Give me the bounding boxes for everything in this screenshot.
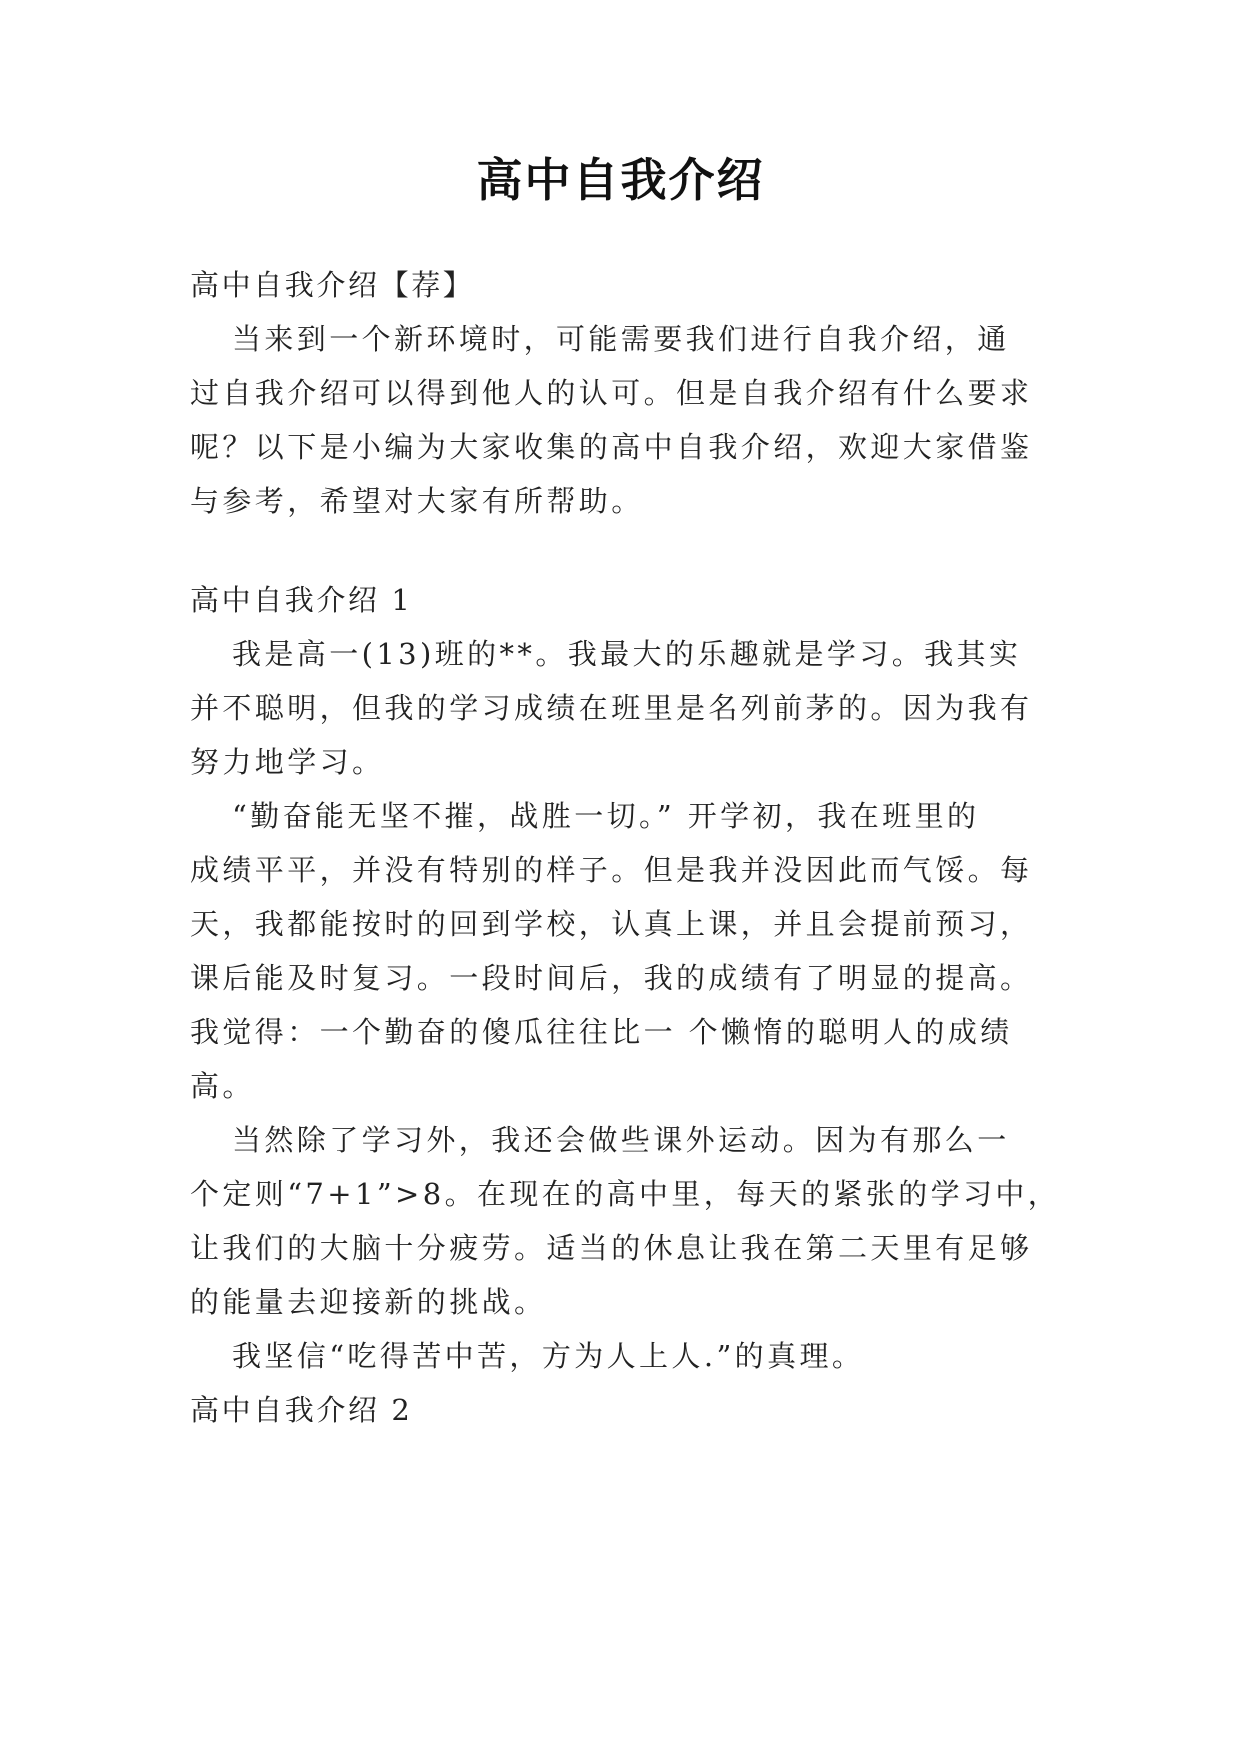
intro-paragraph-line: 与参考，希望对大家有所帮助。 <box>190 484 644 518</box>
document-title: 高中自我介绍 <box>476 153 765 207</box>
paragraph-line: 成绩平平，并没有特别的样子。但是我并没因此而气馁。每 <box>190 853 1033 887</box>
paragraph-line: 让我们的大脑十分疲劳。适当的休息让我在第二天里有足够 <box>190 1231 1033 1265</box>
paragraph-line: 努力地学习。 <box>190 745 385 779</box>
paragraph-line: 课后能及时复习。一段时间后，我的成绩有了明显的提高。 <box>190 961 1033 995</box>
paragraph-line: 我坚信“吃得苦中苦，方为人上人.”的真理。 <box>232 1339 865 1373</box>
paragraph-line: 高。 <box>190 1069 255 1103</box>
paragraph-line: 当然除了学习外，我还会做些课外运动。因为有那么一 <box>232 1123 1010 1157</box>
intro-paragraph-line: 呢？以下是小编为大家收集的高中自我介绍，欢迎大家借鉴 <box>190 430 1033 464</box>
intro-paragraph-line: 过自我介绍可以得到他人的认可。但是自我介绍有什么要求 <box>190 376 1033 410</box>
paragraph-line: 并不聪明，但我的学习成绩在班里是名列前茅的。因为我有 <box>190 691 1033 725</box>
section-heading-1: 高中自我介绍 1 <box>190 583 413 617</box>
section-heading-recommended: 高中自我介绍【荐】 <box>190 268 475 302</box>
paragraph-line: 我觉得：一个勤奋的傻瓜往往比一 个懒惰的聪明人的成绩 <box>190 1015 1013 1049</box>
paragraph-line: 我是高一(13)班的**。我最大的乐趣就是学习。我其实 <box>232 637 1022 671</box>
intro-paragraph-line: 当来到一个新环境时，可能需要我们进行自我介绍，通 <box>232 322 1010 356</box>
paragraph-line: 个定则“7+1”>8。在现在的高中里，每天的紧张的学习中， <box>190 1177 1061 1211</box>
paragraph-line: “勤奋能无坚不摧，战胜一切。” 开学初，我在班里的 <box>232 799 980 833</box>
section-heading-2: 高中自我介绍 2 <box>190 1393 413 1427</box>
paragraph-line: 天，我都能按时的回到学校，认真上课，并且会提前预习， <box>190 907 1033 941</box>
paragraph-line: 的能量去迎接新的挑战。 <box>190 1285 547 1319</box>
